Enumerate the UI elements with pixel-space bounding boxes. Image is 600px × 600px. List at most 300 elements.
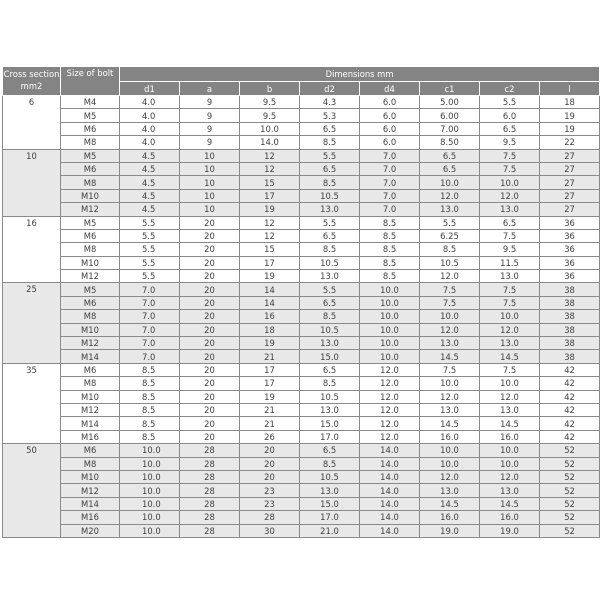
bolt-size-cell: M6 bbox=[61, 122, 120, 135]
bolt-size-cell: M20 bbox=[61, 524, 120, 537]
cell-d2: 8.5 bbox=[300, 176, 360, 189]
cell-d1: 10.0 bbox=[120, 484, 180, 497]
cell-b: 26 bbox=[240, 430, 300, 443]
cell-d2: 10.5 bbox=[300, 390, 360, 403]
bolt-size-cell: M14 bbox=[61, 350, 120, 363]
cell-d1: 4.5 bbox=[120, 203, 180, 216]
bolt-size-cell: M12 bbox=[61, 337, 120, 350]
cell-d4: 10.0 bbox=[360, 296, 420, 309]
cell-c2: 13.0 bbox=[480, 337, 540, 350]
cell-c1: 13.0 bbox=[420, 484, 480, 497]
cell-d2: 6.5 bbox=[300, 444, 360, 457]
cell-d4: 14.0 bbox=[360, 524, 420, 537]
table-row bbox=[3, 149, 600, 162]
cell-l: 27 bbox=[540, 162, 600, 175]
cell-d4: 14.0 bbox=[360, 457, 420, 470]
table-row bbox=[3, 203, 600, 216]
cell-a: 20 bbox=[180, 377, 240, 390]
table-header bbox=[3, 67, 600, 96]
dimensions-table-container bbox=[2, 66, 599, 538]
cell-a: 20 bbox=[180, 337, 240, 350]
header-size-of-bolt: Size of bolt bbox=[61, 67, 120, 96]
cell-d4: 12.0 bbox=[360, 430, 420, 443]
cell-c1: 10.0 bbox=[420, 176, 480, 189]
cell-c1: 19.0 bbox=[420, 524, 480, 537]
cell-d1: 10.0 bbox=[120, 470, 180, 483]
bolt-size-cell: M10 bbox=[61, 470, 120, 483]
cell-d2: 10.5 bbox=[300, 323, 360, 336]
cell-a: 9 bbox=[180, 109, 240, 122]
cell-a: 20 bbox=[180, 270, 240, 283]
cell-a: 28 bbox=[180, 470, 240, 483]
cell-l: 36 bbox=[540, 270, 600, 283]
cell-l: 19 bbox=[540, 122, 600, 135]
cell-d2: 13.0 bbox=[300, 403, 360, 416]
cross-section-cell: 10 bbox=[3, 149, 61, 216]
bolt-size-cell: M14 bbox=[61, 497, 120, 510]
cell-d4: 8.5 bbox=[360, 270, 420, 283]
table-row bbox=[3, 524, 600, 537]
cell-b: 12 bbox=[240, 216, 300, 229]
bolt-size-cell: M16 bbox=[61, 511, 120, 524]
cell-c1: 6.5 bbox=[420, 162, 480, 175]
cell-l: 18 bbox=[540, 96, 600, 109]
cell-d1: 7.0 bbox=[120, 323, 180, 336]
cell-c2: 13.0 bbox=[480, 203, 540, 216]
cell-a: 20 bbox=[180, 296, 240, 309]
cell-a: 28 bbox=[180, 484, 240, 497]
header-dimensions: Dimensions mm bbox=[120, 67, 600, 82]
table-row bbox=[3, 377, 600, 390]
cell-b: 19 bbox=[240, 270, 300, 283]
cell-c1: 12.0 bbox=[420, 270, 480, 283]
cell-b: 19 bbox=[240, 390, 300, 403]
cell-d2: 4.3 bbox=[300, 96, 360, 109]
cell-c2: 6.5 bbox=[480, 122, 540, 135]
cell-b: 21 bbox=[240, 417, 300, 430]
cell-c2: 13.0 bbox=[480, 484, 540, 497]
cell-c1: 10.0 bbox=[420, 377, 480, 390]
cell-c1: 13.0 bbox=[420, 203, 480, 216]
cell-l: 38 bbox=[540, 350, 600, 363]
table-row bbox=[3, 96, 600, 109]
header-col-l: l bbox=[540, 82, 600, 96]
table-row bbox=[3, 430, 600, 443]
cell-a: 20 bbox=[180, 417, 240, 430]
cell-c2: 12.0 bbox=[480, 390, 540, 403]
bolt-size-cell: M6 bbox=[61, 229, 120, 242]
cell-c2: 16.0 bbox=[480, 430, 540, 443]
table-row bbox=[3, 310, 600, 323]
cell-l: 27 bbox=[540, 203, 600, 216]
cell-a: 9 bbox=[180, 136, 240, 149]
cell-c1: 10.0 bbox=[420, 457, 480, 470]
header-col-d1: d1 bbox=[120, 82, 180, 96]
cell-l: 52 bbox=[540, 511, 600, 524]
table-row bbox=[3, 109, 600, 122]
cell-d1: 10.0 bbox=[120, 524, 180, 537]
bolt-size-cell: M8 bbox=[61, 457, 120, 470]
cell-c1: 7.00 bbox=[420, 122, 480, 135]
cell-d1: 8.5 bbox=[120, 430, 180, 443]
cell-d1: 7.0 bbox=[120, 283, 180, 296]
cell-l: 38 bbox=[540, 283, 600, 296]
cell-d1: 5.5 bbox=[120, 270, 180, 283]
cell-l: 42 bbox=[540, 377, 600, 390]
table-row bbox=[3, 283, 600, 296]
cell-a: 20 bbox=[180, 430, 240, 443]
cell-d2: 15.0 bbox=[300, 417, 360, 430]
cell-a: 20 bbox=[180, 229, 240, 242]
cell-a: 20 bbox=[180, 243, 240, 256]
cell-d2: 13.0 bbox=[300, 270, 360, 283]
cell-d1: 10.0 bbox=[120, 444, 180, 457]
cell-c1: 12.0 bbox=[420, 390, 480, 403]
cell-l: 22 bbox=[540, 136, 600, 149]
cell-d2: 8.5 bbox=[300, 136, 360, 149]
cell-l: 52 bbox=[540, 457, 600, 470]
bolt-size-cell: M16 bbox=[61, 430, 120, 443]
cell-d1: 5.5 bbox=[120, 256, 180, 269]
cell-c2: 12.0 bbox=[480, 189, 540, 202]
table-row bbox=[3, 189, 600, 202]
table-row bbox=[3, 470, 600, 483]
cell-l: 36 bbox=[540, 243, 600, 256]
cell-d1: 7.0 bbox=[120, 350, 180, 363]
cell-d4: 8.5 bbox=[360, 216, 420, 229]
cell-c2: 11.5 bbox=[480, 256, 540, 269]
cell-d4: 14.0 bbox=[360, 511, 420, 524]
cell-b: 23 bbox=[240, 484, 300, 497]
cell-c1: 7.5 bbox=[420, 296, 480, 309]
cell-d1: 4.5 bbox=[120, 189, 180, 202]
header-col-b: b bbox=[240, 82, 300, 96]
cell-c2: 16.0 bbox=[480, 511, 540, 524]
cell-d4: 6.0 bbox=[360, 96, 420, 109]
cell-d4: 12.0 bbox=[360, 390, 420, 403]
bolt-size-cell: M5 bbox=[61, 109, 120, 122]
cell-d4: 7.0 bbox=[360, 176, 420, 189]
cell-d4: 10.0 bbox=[360, 337, 420, 350]
cell-l: 42 bbox=[540, 430, 600, 443]
cell-l: 38 bbox=[540, 296, 600, 309]
cell-d1: 10.0 bbox=[120, 457, 180, 470]
bolt-size-cell: M8 bbox=[61, 310, 120, 323]
cell-c1: 14.5 bbox=[420, 350, 480, 363]
cross-section-cell: 50 bbox=[3, 444, 61, 538]
cell-b: 20 bbox=[240, 444, 300, 457]
table-row bbox=[3, 270, 600, 283]
cell-c2: 7.5 bbox=[480, 363, 540, 376]
cell-l: 52 bbox=[540, 524, 600, 537]
cell-d1: 8.5 bbox=[120, 390, 180, 403]
cell-c2: 7.5 bbox=[480, 283, 540, 296]
cell-b: 28 bbox=[240, 511, 300, 524]
cell-b: 21 bbox=[240, 403, 300, 416]
cell-d2: 5.5 bbox=[300, 283, 360, 296]
cell-b: 14.0 bbox=[240, 136, 300, 149]
bolt-size-cell: M12 bbox=[61, 403, 120, 416]
table-row bbox=[3, 162, 600, 175]
cell-d2: 6.5 bbox=[300, 229, 360, 242]
cell-a: 28 bbox=[180, 497, 240, 510]
cell-d4: 14.0 bbox=[360, 470, 420, 483]
table-row bbox=[3, 337, 600, 350]
cell-l: 38 bbox=[540, 337, 600, 350]
cell-c2: 9.5 bbox=[480, 136, 540, 149]
cell-l: 27 bbox=[540, 189, 600, 202]
cell-c2: 14.5 bbox=[480, 350, 540, 363]
cell-a: 20 bbox=[180, 216, 240, 229]
cell-d2: 15.0 bbox=[300, 350, 360, 363]
cell-c1: 6.00 bbox=[420, 109, 480, 122]
cell-d1: 7.0 bbox=[120, 310, 180, 323]
cell-b: 16 bbox=[240, 310, 300, 323]
table-row bbox=[3, 122, 600, 135]
table-row bbox=[3, 457, 600, 470]
cell-l: 19 bbox=[540, 109, 600, 122]
cell-d1: 4.5 bbox=[120, 149, 180, 162]
cell-b: 9.5 bbox=[240, 109, 300, 122]
cell-d1: 5.5 bbox=[120, 229, 180, 242]
cell-c1: 7.5 bbox=[420, 283, 480, 296]
cell-b: 15 bbox=[240, 176, 300, 189]
cell-d1: 5.5 bbox=[120, 243, 180, 256]
cell-a: 20 bbox=[180, 323, 240, 336]
cell-d2: 8.5 bbox=[300, 243, 360, 256]
cell-a: 20 bbox=[180, 310, 240, 323]
cell-l: 38 bbox=[540, 310, 600, 323]
cell-a: 28 bbox=[180, 524, 240, 537]
cell-c1: 14.5 bbox=[420, 497, 480, 510]
cell-c2: 9.5 bbox=[480, 243, 540, 256]
table-row bbox=[3, 296, 600, 309]
cell-a: 20 bbox=[180, 390, 240, 403]
cell-c1: 10.0 bbox=[420, 310, 480, 323]
table-row bbox=[3, 390, 600, 403]
cell-l: 42 bbox=[540, 403, 600, 416]
cell-d2: 8.5 bbox=[300, 457, 360, 470]
bolt-size-cell: M8 bbox=[61, 176, 120, 189]
cell-b: 19 bbox=[240, 203, 300, 216]
cell-d2: 21.0 bbox=[300, 524, 360, 537]
cell-c2: 7.5 bbox=[480, 229, 540, 242]
cell-d4: 6.0 bbox=[360, 122, 420, 135]
cell-d1: 7.0 bbox=[120, 296, 180, 309]
cell-l: 36 bbox=[540, 216, 600, 229]
cell-a: 28 bbox=[180, 457, 240, 470]
cell-d2: 13.0 bbox=[300, 484, 360, 497]
cell-c2: 7.5 bbox=[480, 162, 540, 175]
cell-d2: 17.0 bbox=[300, 430, 360, 443]
cross-section-cell: 16 bbox=[3, 216, 61, 283]
table-row bbox=[3, 243, 600, 256]
cell-c2: 12.0 bbox=[480, 470, 540, 483]
cell-d2: 5.3 bbox=[300, 109, 360, 122]
cell-c1: 10.5 bbox=[420, 256, 480, 269]
cell-c1: 16.0 bbox=[420, 430, 480, 443]
cell-d4: 14.0 bbox=[360, 497, 420, 510]
cell-c2: 14.5 bbox=[480, 417, 540, 430]
cell-b: 12 bbox=[240, 149, 300, 162]
cell-d1: 5.5 bbox=[120, 216, 180, 229]
cell-d2: 6.5 bbox=[300, 162, 360, 175]
cell-c1: 5.00 bbox=[420, 96, 480, 109]
cell-a: 10 bbox=[180, 189, 240, 202]
cell-b: 30 bbox=[240, 524, 300, 537]
cell-b: 14 bbox=[240, 296, 300, 309]
cell-c2: 19.0 bbox=[480, 524, 540, 537]
cell-l: 38 bbox=[540, 323, 600, 336]
bolt-size-cell: M6 bbox=[61, 162, 120, 175]
cell-d1: 4.5 bbox=[120, 176, 180, 189]
table-row bbox=[3, 229, 600, 242]
cell-b: 20 bbox=[240, 457, 300, 470]
cell-d1: 8.5 bbox=[120, 403, 180, 416]
cell-d4: 10.0 bbox=[360, 323, 420, 336]
cell-c2: 6.0 bbox=[480, 109, 540, 122]
cell-d4: 10.0 bbox=[360, 310, 420, 323]
cell-c2: 7.5 bbox=[480, 149, 540, 162]
cell-d2: 5.5 bbox=[300, 149, 360, 162]
cell-c1: 8.5 bbox=[420, 243, 480, 256]
cell-a: 20 bbox=[180, 363, 240, 376]
cell-a: 9 bbox=[180, 122, 240, 135]
cell-d2: 6.5 bbox=[300, 122, 360, 135]
cell-d1: 8.5 bbox=[120, 363, 180, 376]
header-col-c2: c2 bbox=[480, 82, 540, 96]
bolt-size-cell: M8 bbox=[61, 377, 120, 390]
cell-d1: 8.5 bbox=[120, 377, 180, 390]
bolt-size-cell: M10 bbox=[61, 189, 120, 202]
table-row bbox=[3, 363, 600, 376]
cell-b: 15 bbox=[240, 243, 300, 256]
table-row bbox=[3, 497, 600, 510]
header-col-d4: d4 bbox=[360, 82, 420, 96]
cell-c1: 12.0 bbox=[420, 189, 480, 202]
cell-c2: 10.0 bbox=[480, 457, 540, 470]
table-row bbox=[3, 136, 600, 149]
cell-b: 17 bbox=[240, 256, 300, 269]
cell-b: 17 bbox=[240, 189, 300, 202]
table-row bbox=[3, 484, 600, 497]
cell-d4: 14.0 bbox=[360, 484, 420, 497]
cell-d4: 12.0 bbox=[360, 363, 420, 376]
cell-d4: 7.0 bbox=[360, 203, 420, 216]
cell-d4: 7.0 bbox=[360, 149, 420, 162]
cell-a: 20 bbox=[180, 283, 240, 296]
cell-c1: 6.25 bbox=[420, 229, 480, 242]
bolt-size-cell: M5 bbox=[61, 283, 120, 296]
cell-b: 12 bbox=[240, 162, 300, 175]
bolt-size-cell: M14 bbox=[61, 417, 120, 430]
header-col-c1: c1 bbox=[420, 82, 480, 96]
cell-l: 27 bbox=[540, 149, 600, 162]
cell-c1: 12.0 bbox=[420, 470, 480, 483]
cell-c2: 10.0 bbox=[480, 377, 540, 390]
cell-a: 28 bbox=[180, 511, 240, 524]
cell-d4: 6.0 bbox=[360, 109, 420, 122]
cell-b: 18 bbox=[240, 323, 300, 336]
cell-d4: 6.0 bbox=[360, 136, 420, 149]
cell-c1: 10.0 bbox=[420, 444, 480, 457]
cell-d1: 4.5 bbox=[120, 162, 180, 175]
cell-a: 10 bbox=[180, 149, 240, 162]
cell-a: 10 bbox=[180, 203, 240, 216]
cell-l: 52 bbox=[540, 484, 600, 497]
table-row bbox=[3, 511, 600, 524]
cell-d4: 8.5 bbox=[360, 243, 420, 256]
bolt-size-cell: M5 bbox=[61, 149, 120, 162]
cell-c2: 7.5 bbox=[480, 296, 540, 309]
cell-a: 9 bbox=[180, 96, 240, 109]
cell-a: 10 bbox=[180, 162, 240, 175]
cell-c2: 13.0 bbox=[480, 403, 540, 416]
cell-l: 52 bbox=[540, 470, 600, 483]
bolt-size-cell: M10 bbox=[61, 256, 120, 269]
header-cross-section: Cross section mm2 bbox=[3, 67, 61, 96]
cell-d1: 4.0 bbox=[120, 109, 180, 122]
cell-a: 20 bbox=[180, 256, 240, 269]
cell-b: 19 bbox=[240, 337, 300, 350]
cell-a: 28 bbox=[180, 444, 240, 457]
cell-d4: 14.0 bbox=[360, 444, 420, 457]
cell-d2: 17.0 bbox=[300, 511, 360, 524]
cell-b: 23 bbox=[240, 497, 300, 510]
table-row bbox=[3, 256, 600, 269]
cell-l: 42 bbox=[540, 390, 600, 403]
cell-a: 20 bbox=[180, 403, 240, 416]
cell-d2: 15.0 bbox=[300, 497, 360, 510]
cell-c1: 13.0 bbox=[420, 403, 480, 416]
cell-c1: 6.5 bbox=[420, 149, 480, 162]
cell-d2: 6.5 bbox=[300, 296, 360, 309]
cell-l: 52 bbox=[540, 497, 600, 510]
bolt-size-cell: M6 bbox=[61, 363, 120, 376]
cell-d2: 13.0 bbox=[300, 337, 360, 350]
table-body bbox=[3, 96, 600, 538]
table-row bbox=[3, 403, 600, 416]
bolt-size-cell: M6 bbox=[61, 296, 120, 309]
cell-l: 52 bbox=[540, 444, 600, 457]
cell-c2: 10.0 bbox=[480, 176, 540, 189]
cell-c2: 5.5 bbox=[480, 96, 540, 109]
cell-d4: 8.5 bbox=[360, 256, 420, 269]
cell-l: 42 bbox=[540, 363, 600, 376]
bolt-size-cell: M5 bbox=[61, 216, 120, 229]
cell-c2: 10.0 bbox=[480, 310, 540, 323]
table-row bbox=[3, 216, 600, 229]
table-row bbox=[3, 350, 600, 363]
cell-d1: 8.5 bbox=[120, 417, 180, 430]
cell-b: 20 bbox=[240, 470, 300, 483]
cell-b: 17 bbox=[240, 377, 300, 390]
bolt-size-cell: M12 bbox=[61, 203, 120, 216]
cell-d2: 6.5 bbox=[300, 363, 360, 376]
header-col-a: a bbox=[180, 82, 240, 96]
bolt-size-cell: M10 bbox=[61, 390, 120, 403]
cell-d4: 10.0 bbox=[360, 283, 420, 296]
table-row bbox=[3, 417, 600, 430]
cell-c2: 14.5 bbox=[480, 497, 540, 510]
cell-d2: 10.5 bbox=[300, 470, 360, 483]
table-row bbox=[3, 176, 600, 189]
cell-l: 42 bbox=[540, 417, 600, 430]
cell-c2: 13.0 bbox=[480, 270, 540, 283]
cell-b: 14 bbox=[240, 283, 300, 296]
cell-c1: 5.5 bbox=[420, 216, 480, 229]
cell-d2: 13.0 bbox=[300, 203, 360, 216]
